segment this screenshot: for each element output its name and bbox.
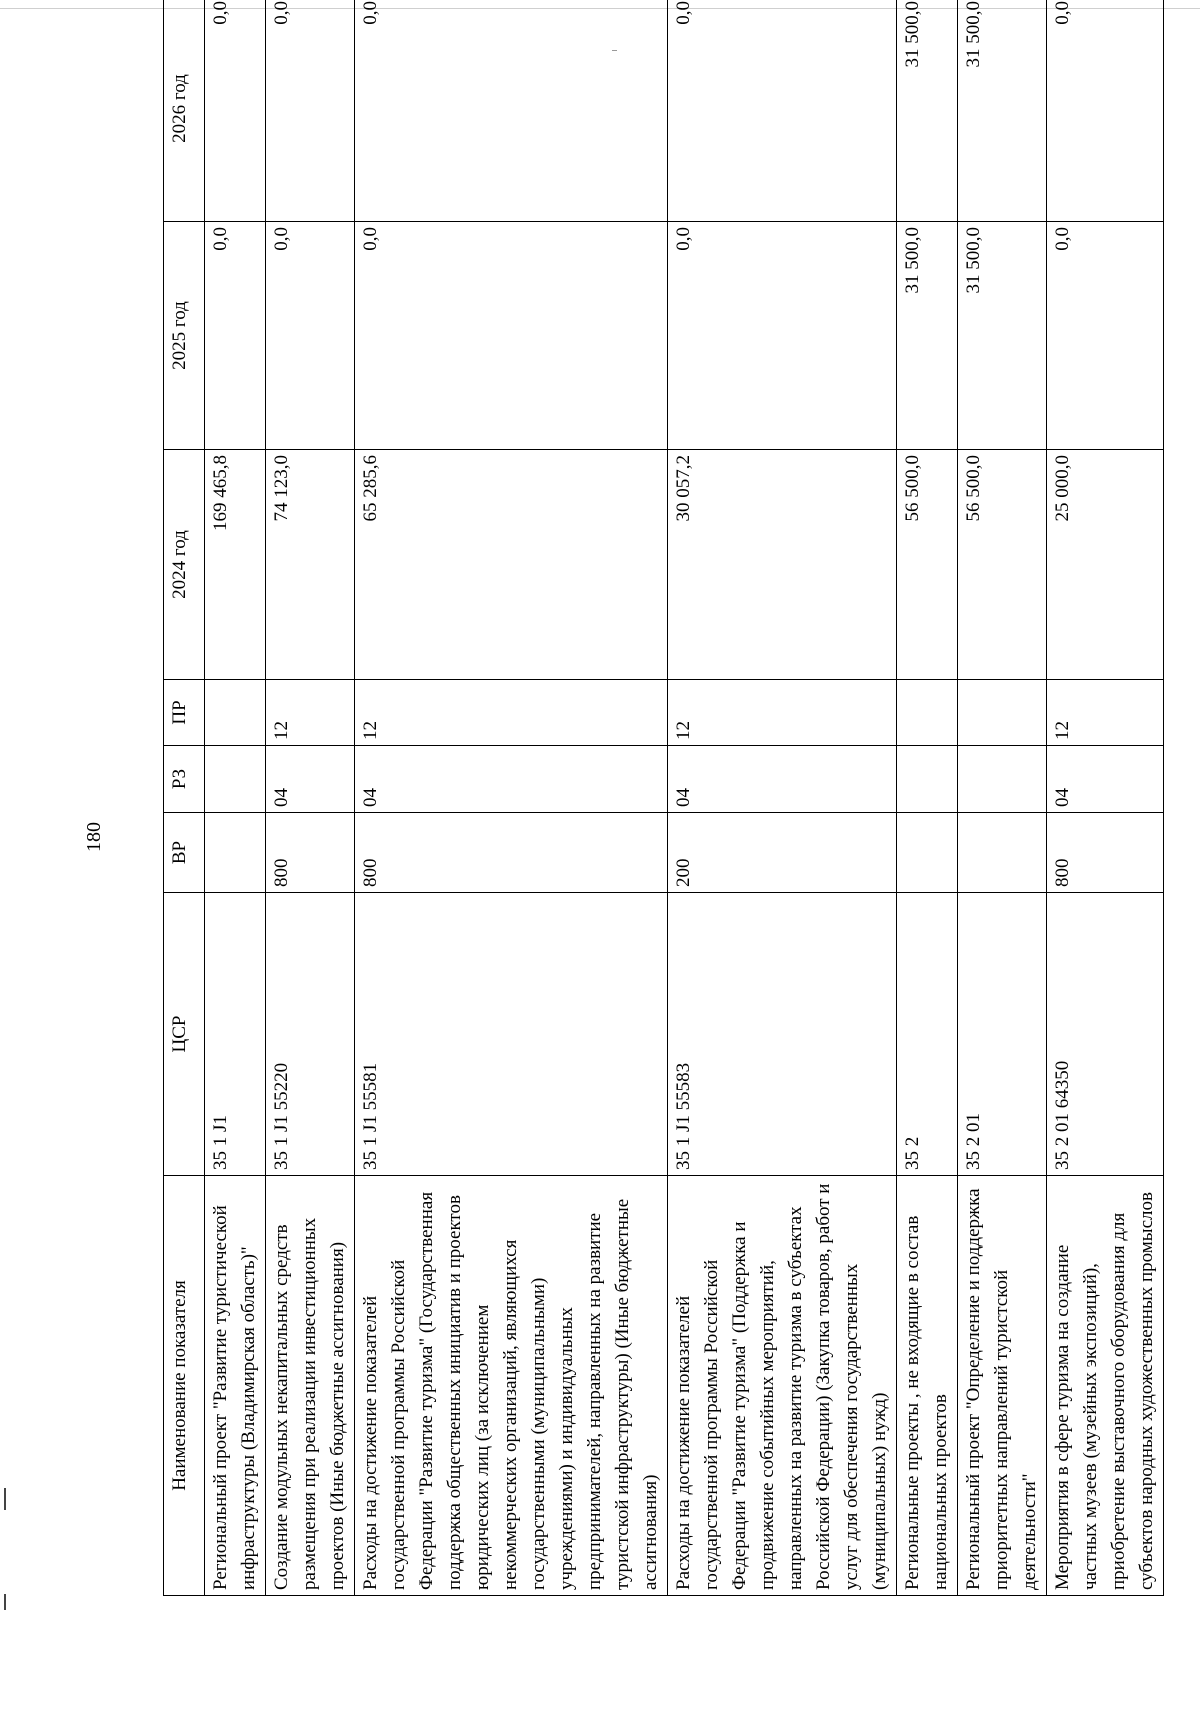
row-csr: 35 1 J1 55581 <box>355 893 668 1176</box>
row-name: Расходы на достижение показателей государственной программы Российской Федерации "Развитие туризма" (Поддержка и продвижение событийных мероприятий, направленных на развитие туризма в субъектах Российской Федерации) (Закупка товаров, работ и услуг для обеспечения государственных (муниципальных) нужд) <box>668 1176 897 1596</box>
row-2026: 31 500,0 <box>897 0 958 222</box>
row-2024: 65 285,6 <box>355 450 668 680</box>
table-row <box>266 0 355 1596</box>
header-2024: 2024 год <box>164 450 205 680</box>
row-name: Расходы на достижение показателей государственной программы Российской Федерации "Развитие туризма" (Государственная поддержка общественных инициатив и проектов юридических лиц (за исключением некоммерческих организаций, являющихся государственными (муниципальными) учреждениями) и индивидуальных предпринимателей, направленных на развитие туристской инфраструктуры) (Иные бюджетные ассигнования) <box>355 1176 668 1596</box>
row-csr: 35 1 J1 55583 <box>668 893 897 1176</box>
row-2025: 0,0 <box>355 222 668 450</box>
table-row <box>1047 0 1164 1596</box>
row-2026: 0,0 <box>205 0 266 222</box>
row-2025: 31 500,0 <box>897 222 958 450</box>
row-csr: 35 2 01 64350 <box>1047 893 1164 1176</box>
row-name: Мероприятия в сфере туризма на создание частных музеев (музейных экспозиций), приобретение выставочного оборудования для субъектов народных художественных промыслов <box>1047 1176 1164 1596</box>
row-vr: 800 <box>355 813 668 893</box>
header-name: Наименование показателя <box>164 1176 205 1596</box>
header-csr: ЦСР <box>164 893 205 1176</box>
row-name: Создание модульных некапитальных средств размещения при реализации инвестиционных проектов (Иные бюджетные ассигнования) <box>266 1176 355 1596</box>
row-vr <box>958 813 1047 893</box>
row-csr: 35 2 01 <box>958 893 1047 1176</box>
row-vr: 200 <box>668 813 897 893</box>
header-vr: ВР <box>164 813 205 893</box>
row-rz <box>897 746 958 813</box>
budget-table-rotated <box>163 0 1178 1596</box>
page-number: 180 <box>83 822 105 852</box>
row-pr <box>897 680 958 746</box>
row-name: Региональный проект "Развитие туристической инфраструктуры (Владимирская область)" <box>205 1176 266 1596</box>
row-vr <box>897 813 958 893</box>
row-2024: 169 465,8 <box>205 450 266 680</box>
header-row <box>164 0 205 1596</box>
row-2024: 74 123,0 <box>266 450 355 680</box>
row-rz: 04 <box>668 746 897 813</box>
row-pr <box>958 680 1047 746</box>
scan-artifact-mark <box>4 1488 6 1510</box>
row-2026: 0,0 <box>668 0 897 222</box>
row-rz: 04 <box>266 746 355 813</box>
row-name: Региональные проекты , не входящие в состав национальных проектов <box>897 1176 958 1596</box>
row-pr: 12 <box>1047 680 1164 746</box>
row-2026: 31 500,0 <box>958 0 1047 222</box>
row-rz: 04 <box>1047 746 1164 813</box>
row-pr <box>205 680 266 746</box>
row-2025: 31 500,0 <box>958 222 1047 450</box>
row-2024: 25 000,0 <box>1047 450 1164 680</box>
table-row <box>668 0 897 1596</box>
row-csr: 35 2 <box>897 893 958 1176</box>
row-2025: 0,0 <box>1047 222 1164 450</box>
row-rz <box>205 746 266 813</box>
row-csr: 35 1 J1 <box>205 893 266 1176</box>
row-rz: 04 <box>355 746 668 813</box>
budget-table <box>163 0 1164 1596</box>
row-csr: 35 1 J1 55220 <box>266 893 355 1176</box>
row-2026: 0,0 <box>266 0 355 222</box>
row-vr: 800 <box>1047 813 1164 893</box>
row-2024: 56 500,0 <box>897 450 958 680</box>
header-pr: ПР <box>164 680 205 746</box>
row-pr: 12 <box>668 680 897 746</box>
table-row <box>897 0 958 1596</box>
table-row <box>958 0 1047 1596</box>
header-2026: 2026 год <box>164 0 205 222</box>
row-name: Региональный проект "Определение и поддержка приоритетных направлений туристской деятельности" <box>958 1176 1047 1596</box>
header-2025: 2025 год <box>164 222 205 450</box>
row-2025: 0,0 <box>266 222 355 450</box>
row-2024: 56 500,0 <box>958 450 1047 680</box>
scan-artifact-mark <box>4 1594 6 1610</box>
row-2025: 0,0 <box>205 222 266 450</box>
row-pr: 12 <box>266 680 355 746</box>
table-row <box>355 0 668 1596</box>
row-vr: 800 <box>266 813 355 893</box>
row-pr: 12 <box>355 680 668 746</box>
header-rz: РЗ <box>164 746 205 813</box>
table-row <box>205 0 266 1596</box>
row-2026: 0,0 <box>355 0 668 222</box>
row-2026: 0,0 <box>1047 0 1164 222</box>
row-2025: 0,0 <box>668 222 897 450</box>
row-vr <box>205 813 266 893</box>
row-2024: 30 057,2 <box>668 450 897 680</box>
row-rz <box>958 746 1047 813</box>
